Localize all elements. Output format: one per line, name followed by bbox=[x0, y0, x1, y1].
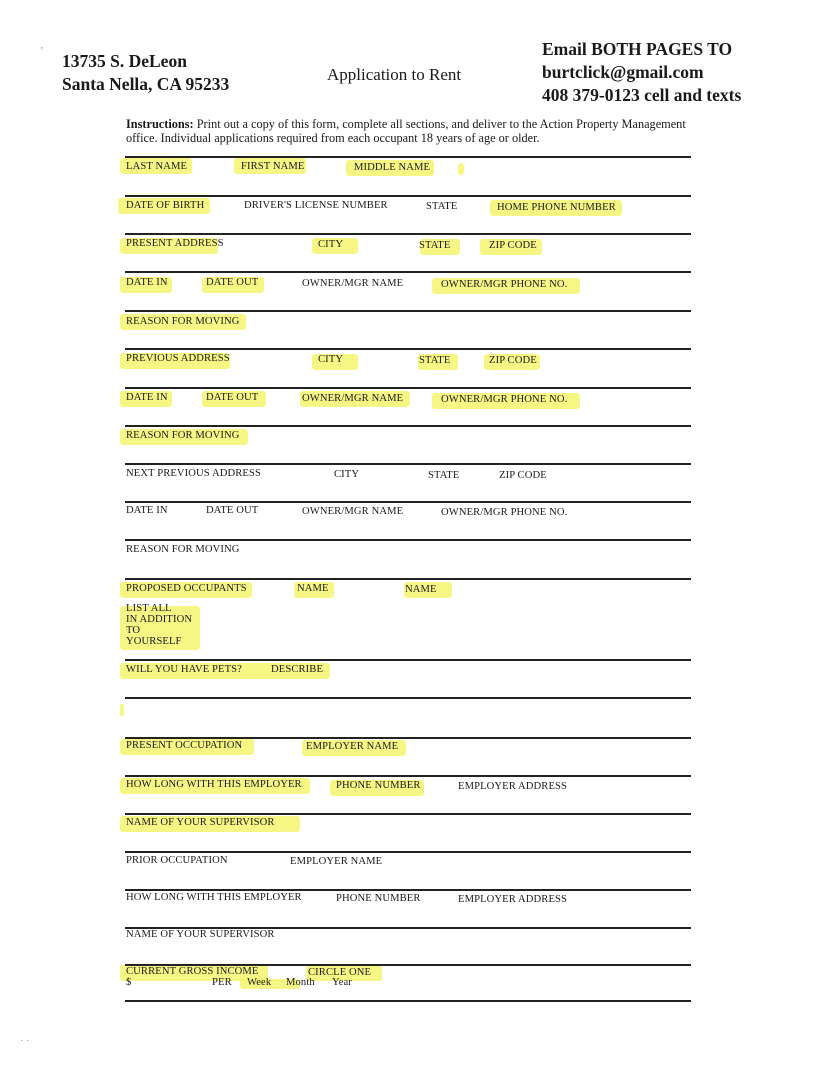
email-instruction: Email BOTH PAGES TO bbox=[542, 39, 733, 59]
pets-describe-field[interactable]: DESCRIBE bbox=[271, 664, 324, 675]
next-previous-zip-field[interactable]: ZIP CODE bbox=[499, 470, 547, 481]
date-of-birth-field[interactable]: DATE OF BIRTH bbox=[126, 200, 205, 211]
prior-employer-address-field[interactable]: EMPLOYER ADDRESS bbox=[458, 894, 568, 905]
circle-one-label: CIRCLE ONE bbox=[308, 967, 372, 978]
row-rule bbox=[125, 195, 691, 197]
row-rule bbox=[125, 659, 691, 661]
property-address-line1: 13735 S. DeLeon bbox=[62, 51, 187, 71]
prior-employer-phone-field[interactable]: PHONE NUMBER bbox=[336, 893, 421, 904]
contact-email[interactable]: burtclick@gmail.com bbox=[542, 62, 704, 82]
next-previous-date-in-field[interactable]: DATE IN bbox=[126, 505, 168, 516]
present-zip-field[interactable]: ZIP CODE bbox=[489, 240, 537, 251]
row-rule bbox=[125, 851, 691, 853]
previous-zip-field[interactable]: ZIP CODE bbox=[489, 355, 537, 366]
row-rule bbox=[125, 1000, 691, 1002]
present-supervisor-field[interactable]: NAME OF YOUR SUPERVISOR bbox=[126, 817, 275, 828]
present-date-out-field[interactable]: DATE OUT bbox=[206, 277, 259, 288]
present-address-field[interactable]: PRESENT ADDRESS bbox=[126, 238, 224, 249]
income-period-year[interactable]: Year bbox=[332, 977, 352, 988]
present-city-field[interactable]: CITY bbox=[318, 239, 344, 250]
row-rule bbox=[125, 775, 691, 777]
income-period-month[interactable]: Month bbox=[286, 977, 315, 988]
occupants-note-line3: TO bbox=[126, 625, 141, 636]
previous-date-out-field[interactable]: DATE OUT bbox=[206, 392, 259, 403]
present-state-field[interactable]: STATE bbox=[419, 240, 451, 251]
row-rule bbox=[125, 501, 691, 503]
first-name-field[interactable]: FIRST NAME bbox=[241, 161, 305, 172]
present-employer-phone-field[interactable]: PHONE NUMBER bbox=[336, 780, 421, 791]
pets-field[interactable]: WILL YOU HAVE PETS? bbox=[126, 664, 242, 675]
prior-employer-duration-field[interactable]: HOW LONG WITH THIS EMPLOYER bbox=[126, 892, 302, 903]
license-state-field[interactable]: STATE bbox=[426, 201, 458, 212]
row-rule bbox=[125, 889, 691, 891]
next-previous-address-field[interactable]: NEXT PREVIOUS ADDRESS bbox=[126, 468, 261, 479]
previous-owner-phone-field[interactable]: OWNER/MGR PHONE NO. bbox=[441, 394, 568, 405]
row-rule bbox=[125, 387, 691, 389]
instructions bbox=[126, 118, 706, 145]
drivers-license-field[interactable]: DRIVER'S LICENSE NUMBER bbox=[244, 200, 388, 211]
middle-name-field[interactable]: MIDDLE NAME bbox=[354, 162, 431, 173]
previous-state-field[interactable]: STATE bbox=[419, 355, 451, 366]
previous-city-field[interactable]: CITY bbox=[318, 354, 344, 365]
row-rule bbox=[125, 425, 691, 427]
occupants-note-line1: LIST ALL bbox=[126, 603, 172, 614]
row-rule bbox=[125, 271, 691, 273]
present-owner-name-field[interactable]: OWNER/MGR NAME bbox=[302, 278, 404, 289]
row-rule bbox=[125, 233, 691, 235]
home-phone-field[interactable]: HOME PHONE NUMBER bbox=[497, 202, 616, 213]
occupants-note-line4: YOURSELF bbox=[126, 636, 182, 647]
instructions-label: Instructions: bbox=[126, 117, 194, 131]
present-employer-duration-field[interactable]: HOW LONG WITH THIS EMPLOYER bbox=[126, 779, 302, 790]
present-owner-phone-field[interactable]: OWNER/MGR PHONE NO. bbox=[441, 279, 568, 290]
last-name-field[interactable]: LAST NAME bbox=[126, 161, 188, 172]
next-previous-reason-moving-field[interactable]: REASON FOR MOVING bbox=[126, 544, 240, 555]
row-rule bbox=[125, 156, 691, 158]
instructions-text: Print out a copy of this form, complete all sections, and deliver to the Action Property Management office. Individual applications required from each occupant 18 years of age or older. bbox=[126, 117, 686, 145]
scan-speck: · · bbox=[20, 1036, 30, 1047]
row-rule bbox=[125, 813, 691, 815]
present-employer-address-field[interactable]: EMPLOYER ADDRESS bbox=[458, 781, 568, 792]
previous-address-field[interactable]: PREVIOUS ADDRESS bbox=[126, 353, 230, 364]
prior-employer-name-field[interactable]: EMPLOYER NAME bbox=[290, 856, 383, 867]
present-employer-name-field[interactable]: EMPLOYER NAME bbox=[306, 741, 399, 752]
income-per-label: PER bbox=[212, 977, 232, 988]
next-previous-city-field[interactable]: CITY bbox=[334, 469, 360, 480]
present-reason-moving-field[interactable]: REASON FOR MOVING bbox=[126, 316, 240, 327]
next-previous-state-field[interactable]: STATE bbox=[428, 470, 460, 481]
highlight bbox=[458, 163, 464, 175]
highlight bbox=[120, 704, 124, 716]
prior-supervisor-field[interactable]: NAME OF YOUR SUPERVISOR bbox=[126, 929, 275, 940]
next-previous-date-out-field[interactable]: DATE OUT bbox=[206, 505, 259, 516]
form-title: Application to Rent bbox=[327, 65, 462, 84]
next-previous-owner-name-field[interactable]: OWNER/MGR NAME bbox=[302, 506, 404, 517]
row-rule bbox=[125, 348, 691, 350]
occupant-name-field-2[interactable]: NAME bbox=[405, 584, 437, 595]
previous-date-in-field[interactable]: DATE IN bbox=[126, 392, 168, 403]
property-address-line2: Santa Nella, CA 95233 bbox=[62, 74, 230, 94]
previous-owner-name-field[interactable]: OWNER/MGR NAME bbox=[302, 393, 404, 404]
row-rule bbox=[125, 737, 691, 739]
row-rule bbox=[125, 697, 691, 699]
next-previous-owner-phone-field[interactable]: OWNER/MGR PHONE NO. bbox=[441, 507, 568, 518]
proposed-occupants-field[interactable]: PROPOSED OCCUPANTS bbox=[126, 583, 247, 594]
row-rule bbox=[125, 463, 691, 465]
contact-phone: 408 379-0123 cell and texts bbox=[542, 85, 742, 105]
row-rule bbox=[125, 539, 691, 541]
previous-reason-moving-field[interactable]: REASON FOR MOVING bbox=[126, 430, 240, 441]
row-rule bbox=[125, 578, 691, 580]
gross-income-field[interactable]: CURRENT GROSS INCOME bbox=[126, 966, 259, 977]
scan-speck: ʼ bbox=[40, 46, 44, 57]
present-occupation-field[interactable]: PRESENT OCCUPATION bbox=[126, 740, 243, 751]
occupant-name-field-1[interactable]: NAME bbox=[297, 583, 329, 594]
prior-occupation-field[interactable]: PRIOR OCCUPATION bbox=[126, 855, 228, 866]
row-rule bbox=[125, 310, 691, 312]
income-period-week[interactable]: Week bbox=[247, 977, 272, 988]
present-date-in-field[interactable]: DATE IN bbox=[126, 277, 168, 288]
occupants-note-line2: IN ADDITION bbox=[126, 614, 193, 625]
income-dollar-sign: $ bbox=[126, 977, 132, 988]
